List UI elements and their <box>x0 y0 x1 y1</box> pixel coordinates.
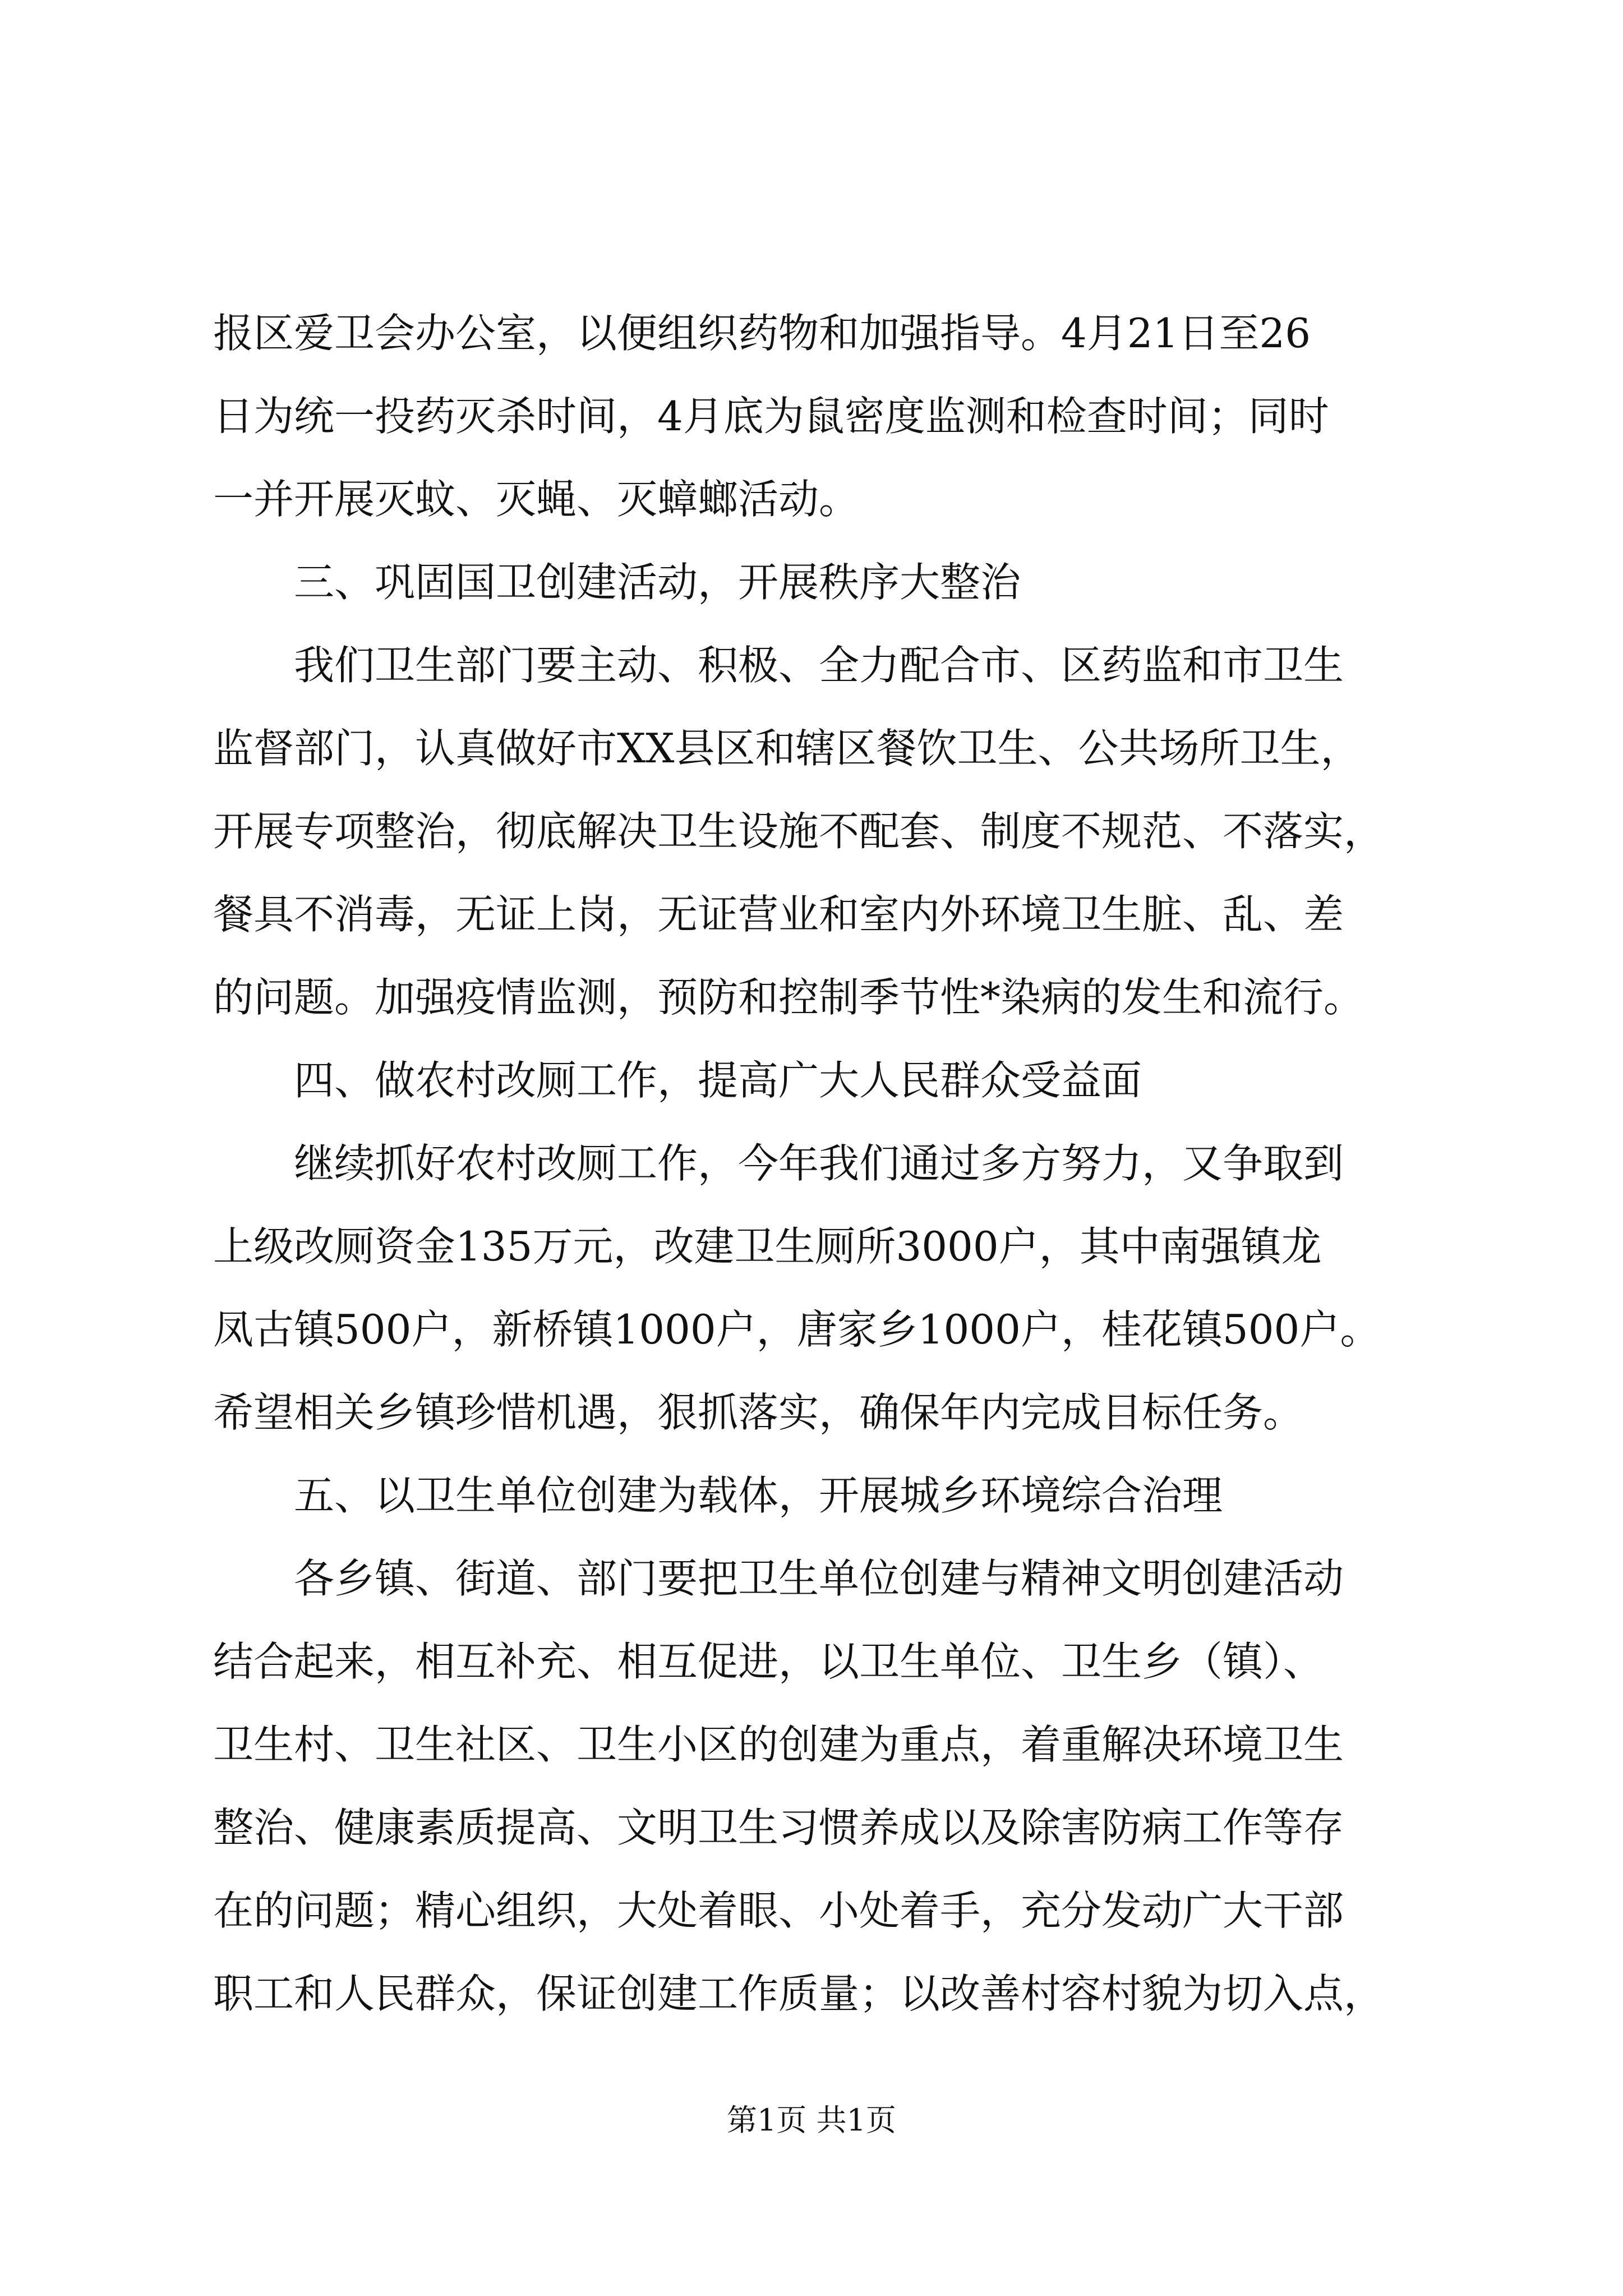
text-line: 凤古镇500户，新桥镇1000户，唐家乡1000户，桂花镇500户。 <box>213 1306 1381 1353</box>
text-line: 的问题。加强疫情监测，预防和控制季节性*染病的发生和流行。 <box>213 974 1364 1021</box>
text-line: 监督部门，认真做好市XX县区和辖区餐饮卫生、公共场所卫生， <box>213 725 1361 772</box>
text-line: 一并开展灭蚊、灭蝇、灭蟑螂活动。 <box>213 476 860 523</box>
paragraph-start-line: 继续抓好农村改厕工作，今年我们通过多方努力，又争取到 <box>294 1140 1344 1187</box>
text-line: 报区爱卫会办公室，以便组织药物和加强指导。4月21日至26 <box>213 310 1311 357</box>
text-line: 希望相关乡镇珍惜机遇，狠抓落实，确保年内完成目标任务。 <box>213 1389 1304 1436</box>
text-line: 整治、健康素质提高、文明卫生习惯养成以及除害防病工作等存 <box>213 1804 1344 1851</box>
paragraph-start-line: 我们卫生部门要主动、积极、全力配合市、区药监和市卫生 <box>294 642 1344 689</box>
text-line: 开展专项整治，彻底解决卫生设施不配套、制度不规范、不落实， <box>213 808 1385 855</box>
text-line: 职工和人民群众，保证创建工作质量；以改善村容村貌为切入点， <box>213 1970 1385 2017</box>
text-line: 餐具不消毒，无证上岗，无证营业和室内外环境卫生脏、乱、差 <box>213 891 1344 938</box>
document-body <box>213 292 1413 2035</box>
paragraph-start-line: 三、巩固国卫创建活动，开展秩序大整治 <box>294 559 1021 606</box>
page-footer: 第1页 共1页 <box>727 2102 896 2138</box>
paragraph-start-line: 四、做农村改厕工作，提高广大人民群众受益面 <box>294 1057 1142 1104</box>
text-line: 日为统一投药灭杀时间，4月底为鼠密度监测和检查时间；同时 <box>213 393 1329 440</box>
text-line: 结合起来，相互补充、相互促进，以卫生单位、卫生乡（镇）、 <box>213 1638 1324 1685</box>
paragraph-start-line: 各乡镇、街道、部门要把卫生单位创建与精神文明创建活动 <box>294 1555 1344 1602</box>
text-line: 在的问题；精心组织，大处着眼、小处着手，充分发动广大干部 <box>213 1887 1344 1934</box>
paragraph-start-line: 五、以卫生单位创建为载体，开展城乡环境综合治理 <box>294 1472 1223 1519</box>
text-line: 上级改厕资金135万元，改建卫生厕所3000户，其中南强镇龙 <box>213 1223 1322 1270</box>
text-line: 卫生村、卫生社区、卫生小区的创建为重点，着重解决环境卫生 <box>213 1721 1344 1768</box>
